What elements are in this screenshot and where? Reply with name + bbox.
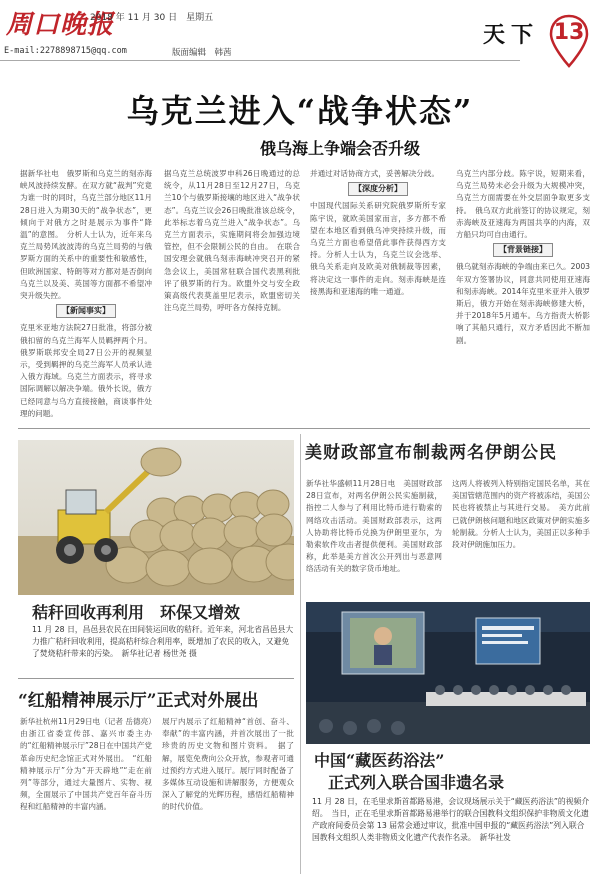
redship-story-text-2: 展厅内展示了红船精神“首创、奋斗、奉献”的丰富内涵，并首次展出了一批珍贵的历史文物和图片资料。 据了解，展览免费向公众开放，参观者可通过预约方式进入展厅。展厅同时配备了多媒体互动设施和讲解服务，方便观众深入了解党的光辉历程，感悟红船精神的时代价值。: [162, 717, 294, 812]
conference-photo: [306, 602, 590, 744]
redship-story-title: “红船精神展示厅”正式对外展出: [18, 691, 259, 711]
main-story-text-3: 并通过对话协商方式，妥善解决分歧。: [310, 169, 440, 178]
main-story-column-1: [20, 168, 152, 424]
redship-story-column-1: [20, 716, 152, 882]
main-story-bottom-rule: [18, 428, 590, 429]
redship-story-column-2: [162, 716, 294, 882]
main-story-column-3: [310, 168, 446, 424]
page-header: [0, 0, 600, 70]
page-number: 13: [553, 20, 585, 45]
main-story-text-3b: 中国现代国际关系研究院俄罗斯所专家陈宇说，就欧美国家而言，多方都不希望在本地区看到俄乌冲突持续升级，而乌克兰方面也希望借此事件获得西方支持。分析人士认为，乌克兰议会选举、俄乌关系走向及欧美对俄制裁等因素，将决定这一事件的走向。刻赤海峡是连接黑海和亚速海的唯一通道。: [310, 201, 446, 296]
main-story-text-2: 据乌克兰总统波罗申科26日晚通过的总统令，从11月28日至12月27日，乌克兰10个与俄罗斯接壤的地区进入“战争状态”。乌克兰议会26日晚批准该总统令，此举标志着乌克兰进入“战争状态”。乌克兰方面表示，实施期间将会加强边境管控，但不会限制公民的自由。 在联合国安理会就俄乌刻赤海峡冲突召开的紧急会议上，美国常驻联合国代表黑利批评了俄罗斯的行为。欧盟外交与安全政策高级代表莫盖里尼表示，欧盟密切关注乌克兰局势，呼吁各方保持克制。: [164, 169, 300, 313]
issue-date: 2018 年 11 月 30 日 星期五: [90, 13, 214, 23]
iran-story-text-2: 这两人将被列入特别指定国民名单，其在美国管辖范围内的资产将被冻结，美国公民也将被禁止与其进行交易。 美方此前已就伊朗核问题和地区政策对伊朗实施多轮制裁。分析人士认为，美国正以多种手段对伊朗施加压力。: [452, 479, 590, 550]
straw-bales-photo: [18, 440, 294, 595]
section-name: 天下: [483, 22, 540, 48]
main-story-text-1: 据新华社电 俄罗斯和乌克兰的刻赤海峡风波持续发酵。在双方就“裁判”究竟为谁一时的同时，乌克兰部分地区11月28日进入为期30天的“战争状态”，更倾向于对俄方之时是展示为事件“降温”的意图。 分析人士认为，近年来乌克兰局势风波波涛的乌克兰局势的与俄罗斯方面的关系中的重要性和敏感性，但欧洲国家、特朗等对方都对是否倒向乌克兰以及美、英国等方面都不希望冲突升级失控。: [20, 169, 152, 301]
redship-story-text-1: 新华社杭州11月29日电（记者 岳德亮）由浙江省委宣传部、嘉兴市委主办的“红船精神展示厅”28日在中国共产党革命历史纪念馆正式对外展出。 “红船精神展示厅”分为“开天辟地”“走在前列”等部分，通过大量图片、实物、视频，全面展示了中国共产党百年奋斗历程和红船精神的丰富内涵。: [20, 717, 152, 812]
main-subhead: 俄乌海上争端会否升级: [259, 139, 420, 158]
iran-story-column-2: [452, 478, 590, 590]
news-facts-label: 【新闻事实】: [56, 304, 116, 318]
background-link-label: 【背景链接】: [493, 243, 553, 257]
tibet-story-title-line-2: 正式列入联合国非遗名录: [328, 773, 505, 792]
header-rule: [0, 60, 520, 61]
column-divider: [300, 434, 301, 874]
page-number-badge: [549, 14, 589, 68]
iran-story-column-1: [306, 478, 442, 590]
contact-email: E-mail:2278898715@qq.com: [4, 46, 127, 56]
main-story-column-4: [456, 168, 590, 424]
main-story-text-1b: 克里米亚地方法院27日批准，将部分被俄扣留的乌克兰海军人员羁押两个月。俄罗斯联邦安全局27日公开的视频显示，受到羁押的乌克兰海军人员承认进入俄方海域。乌克兰方面表示，将寻求国际调解以解决争端。俄外长说，俄方已经同意与乌方直接接触，商谈事件处理的问题。: [20, 323, 152, 418]
main-story-column-2: [164, 168, 300, 424]
tibet-story-caption: 11 月 28 日，在毛里求斯首都路易港，会议现场展示关于“藏医药浴法”的视频介绍。 当日，正在毛里求斯首都路易港举行的联合国教科文组织保护非物质文化遗产政府间委员会第 13 届常会通过审议，批准中国申报的“藏医药浴法”列入联合国教科文组织人类非物质文化遗产代表作名录。 新华社发: [312, 797, 590, 842]
straw-story-caption: 11 月 28 日，昌邑县农民在田间装运回收的秸秆。近年来，河北省昌邑县大力推广秸秆回收利用，提高秸秆综合利用率，既增加了农民的收入，又避免了焚烧秸秆带来的污染。 新华社记者 杨世尧 摄: [32, 625, 294, 658]
straw-story-title: 秸秆回收再利用 环保又增效: [32, 603, 241, 622]
main-headline: 乌克兰进入“战争状态”: [126, 92, 474, 130]
iran-story-text-1: 新华社华盛顿11月28日电 美国财政部28日宣布，对两名伊朗公民实施制裁，指控二人参与了利用比特币进行勒索的网络攻击活动。美国财政部表示，这两人协助将比特币兑换为伊朗里亚尔，为勒索软件攻击者提供便利。美国财政部称，此举是美方首次公开列出与恶意网络活动有关的数字货币地址。: [306, 479, 442, 574]
conference-hall-image-icon: [306, 602, 590, 744]
deep-analysis-label: 【深度分析】: [348, 182, 408, 196]
page-editor: 版面编辑 韩茜: [172, 48, 232, 58]
iran-story-title: 美财政部宣布制裁两名伊朗公民: [305, 443, 557, 463]
main-story-text-4b: 俄乌就刻赤海峡的争端由来已久。2003年双方签署协议，同意共同使用亚速海和刻赤海峡。2014年克里米亚并入俄罗斯后，俄方开始在刻赤海峡修建大桥，并于2018年5月通车。乌方指责大桥影响了其船只通行，双方矛盾因此不断加剧。: [456, 262, 590, 345]
tibet-story-title-line-1: 中国“藏医药浴法”: [314, 751, 445, 770]
newspaper-masthead: 周口晚报: [6, 10, 115, 40]
straw-story-bottom-rule: [18, 678, 294, 679]
main-story-text-4: 乌克兰内部分歧。陈宇说，短期来看，乌克兰局势未必会升级为大规模冲突，乌克兰方面需要在外交层面争取更多支持。 俄乌双方此前签订的协议规定，刻赤海峡及亚速海为两国共享的内海，双方船只均可自由通行。: [456, 169, 590, 240]
straw-bales-image-icon: [18, 440, 294, 595]
